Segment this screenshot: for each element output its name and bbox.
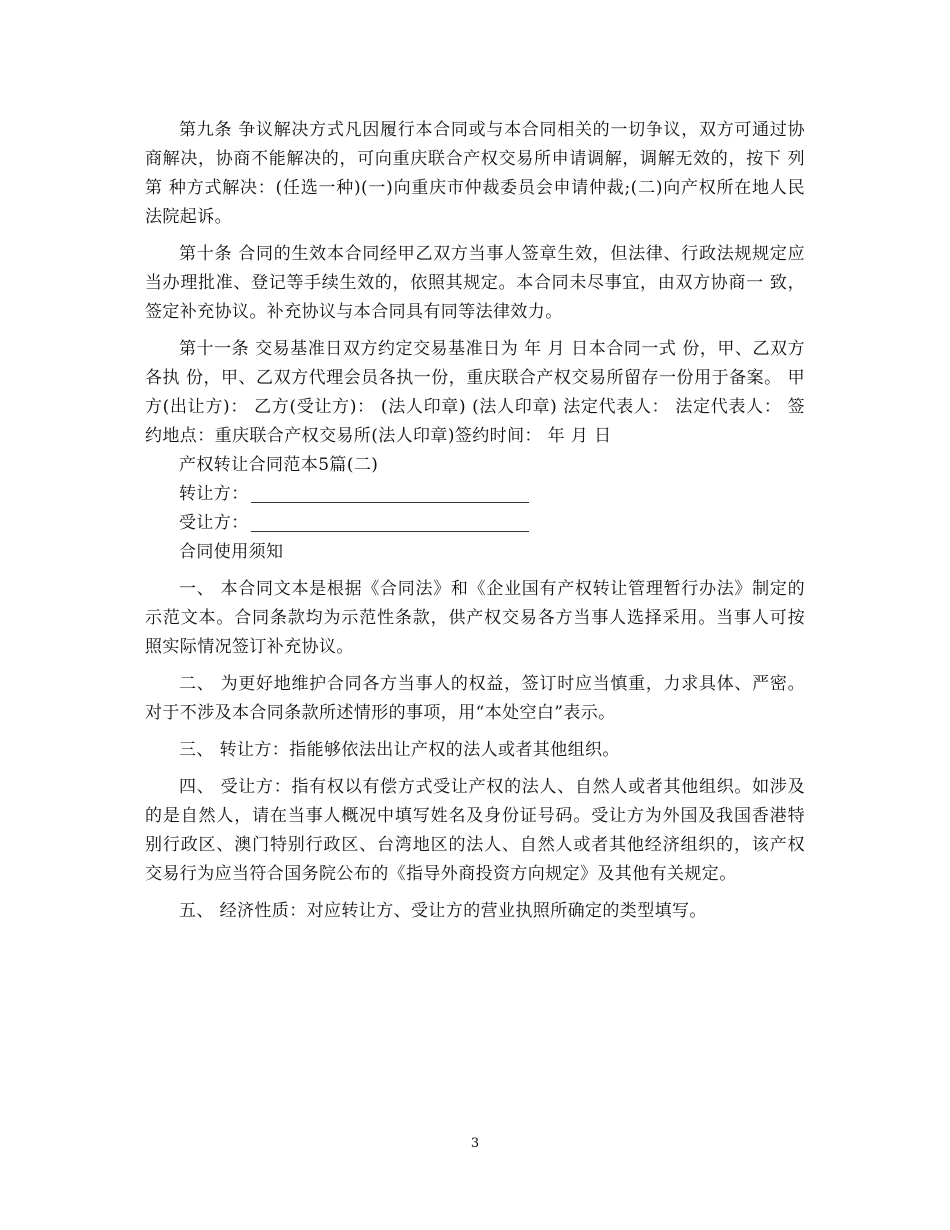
transferor-blank-line bbox=[251, 484, 529, 503]
notice-2-paragraph: 二、 为更好地维护合同各方当事人的权益，签订时应当慎重，力求具体、严密。对于不涉及本合同条款所述情形的事项，用“本处空白”表示。 bbox=[145, 674, 805, 723]
notice-4-paragraph: 四、 受让方：指有权以有偿方式受让产权的法人、自然人或者其他组织。如涉及的是自然人，请在当事人概况中填写姓名及身份证号码。受让方为外国及我国香港特别行政区、澳门特别行政区、台湾地区的法人、自然人或者其他经济组织的，该产权交易行为应当符合国务院公布的《指导外商投资方向规定》及其他有关规定。 bbox=[145, 777, 805, 884]
article-9-paragraph: 第九条 争议解决方式凡因履行本合同或与本合同相关的一切争议，双方可通过协商解决，协商不能解决的，可向重庆联合产权交易所申请调解，调解无效的，按下 列第 种方式解决：(任选一种)(一)向重庆市仲裁委员会申请仲裁;(二)向产权所在地人民法院起诉。 bbox=[145, 120, 805, 227]
notice-3-paragraph: 三、 转让方：指能够依法出让产权的法人或者其他组织。 bbox=[179, 740, 620, 760]
section-title: 产权转让合同范本5篇(二) bbox=[179, 455, 379, 475]
notice-5-paragraph: 五、 经济性质：对应转让方、受让方的营业执照所确定的类型填写。 bbox=[179, 901, 707, 921]
transferee-field bbox=[145, 509, 805, 538]
notice-title: 合同使用须知 bbox=[179, 542, 284, 562]
notice-1-paragraph: 一、 本合同文本是根据《合同法》和《企业国有产权转让管理暂行办法》制定的示范文本。合同条款均为示范性条款，供产权交易各方当事人选择采用。当事人可按照实际情况签订补充协议。 bbox=[145, 579, 805, 657]
article-10-paragraph: 第十条 合同的生效本合同经甲乙双方当事人签章生效，但法律、行政法规规定应当办理批准、登记等手续生效的，依照其规定。本合同未尽事宜，由双方协商一 致，签定补充协议。补充协议与本合同具有同等法律效力。 bbox=[145, 244, 805, 322]
transferor-label: 转让方： bbox=[179, 484, 249, 504]
transferee-blank-line bbox=[251, 513, 529, 532]
article-11-paragraph: 第十一条 交易基准日双方约定交易基准日为 年 月 日本合同一式 份，甲、乙双方各执 份，甲、乙双方代理会员各执一份，重庆联合产权交易所留存一份用于备案。 甲方(出让方)： 乙方(受让方)： (法人印章) (法人印章) 法定代表人： 法定代表人： 签约地点：重庆联合产权交易所(法人印章)签约时间： 年 月 日 bbox=[145, 339, 805, 446]
transferor-field bbox=[145, 480, 805, 509]
document-body bbox=[145, 116, 805, 926]
page-number: 3 bbox=[470, 1136, 480, 1151]
transferee-label: 受让方： bbox=[179, 513, 249, 533]
